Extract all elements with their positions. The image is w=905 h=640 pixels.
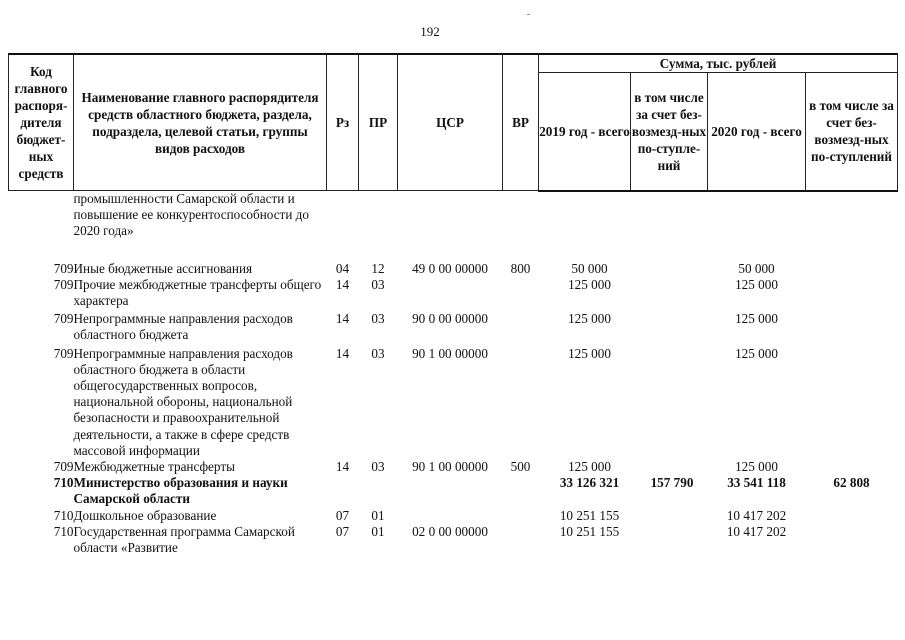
cell-name: Государственная программа Самарской области «Развитие	[73, 523, 295, 555]
cell-2019-gratis	[631, 459, 708, 475]
cell-code: 709	[53, 260, 74, 276]
cell-csr	[398, 277, 503, 309]
cell-2019-gratis: 157 790	[650, 475, 694, 491]
cell-vr	[503, 508, 539, 524]
table-row	[9, 261, 898, 277]
cell-csr: 90 0 00 00000	[412, 311, 488, 327]
cell-pr: 03	[371, 345, 385, 361]
cell-2020-total: 33 541 118	[727, 475, 786, 491]
cell-2020-gratis	[806, 191, 898, 261]
cell-code: 709	[53, 458, 74, 474]
cell-rz: 14	[335, 311, 350, 327]
cell-vr	[503, 344, 539, 459]
cell-csr: 49 0 00 00000	[412, 260, 488, 276]
page-number: 192	[420, 24, 440, 39]
cell-name: Непрограммные направления расходов областного бюджета в области общегосударственных вопросов, национальной обороны, национальной безопасности и правоохранительной деятельности, а также в сфере средств массовой информации	[73, 345, 293, 458]
cell-pr: 12	[371, 260, 385, 276]
cell-name: Министерство образования и науки Самарской области	[73, 475, 288, 507]
header-2020-total: 2020 год - всего	[708, 73, 806, 191]
cell-rz: 04	[335, 260, 350, 276]
table-row	[9, 524, 898, 556]
cell-2020-total: 50 000	[738, 260, 775, 276]
table-row	[9, 459, 898, 475]
cell-csr	[398, 508, 503, 524]
cell-code: 710	[53, 523, 74, 539]
cell-pr: 01	[371, 523, 385, 539]
cell-pr: 01	[371, 507, 385, 523]
budget-table	[8, 53, 898, 556]
cell-2020-gratis	[806, 261, 898, 277]
cell-rz	[327, 475, 359, 507]
cell-rz: 07	[335, 507, 350, 523]
header-2019-total: 2019 год - всего	[539, 73, 631, 191]
cell-name: Дошкольное образование	[73, 507, 217, 523]
cell-2019-total: 10 251 155	[559, 523, 620, 539]
cell-name: Прочие межбюджетные трансферты общего характера	[73, 276, 322, 308]
header-code: Код главного распоря-дителя бюджет-ных средств	[9, 54, 74, 191]
cell-2019-total: 33 126 321	[559, 475, 620, 491]
cell-2019-gratis	[631, 261, 708, 277]
cell-2020-total: 125 000	[735, 276, 778, 292]
table-row	[9, 191, 898, 261]
cell-csr: 02 0 00 00000	[412, 523, 488, 539]
cell-rz	[327, 191, 359, 261]
cell-vr	[503, 277, 539, 309]
header-2019-gratis: в том числе за счет без-возмезд-ных по-ступле-ний	[631, 73, 708, 191]
cell-rz: 07	[335, 523, 350, 539]
cell-2020-total: 10 417 202	[726, 507, 787, 523]
cell-2019-total: 125 000	[568, 311, 611, 327]
cell-2019-total: 125 000	[568, 458, 611, 474]
cell-csr: 90 1 00 00000	[412, 458, 488, 474]
cell-2020-gratis	[806, 309, 898, 343]
cell-code: 709	[53, 311, 74, 327]
cell-rz: 14	[335, 458, 350, 474]
cell-2019-gratis	[631, 309, 708, 343]
cell-2020-gratis	[806, 459, 898, 475]
cell-2019-gratis	[631, 344, 708, 459]
cell-2019-gratis	[631, 508, 708, 524]
header-rz: Рз	[327, 54, 359, 191]
cell-csr	[398, 475, 503, 507]
cell-rz: 14	[335, 276, 350, 292]
cell-2019-total	[539, 191, 631, 261]
header-sum-group: Сумма, тыс. рублей	[539, 54, 898, 73]
cell-2020-gratis	[806, 524, 898, 556]
cell-csr	[398, 191, 503, 261]
cell-code: 709	[53, 345, 74, 361]
cell-name: Непрограммные направления расходов областного бюджета	[73, 311, 293, 343]
cell-code: 710	[53, 475, 74, 491]
cell-2019-total: 10 251 155	[559, 507, 620, 523]
table-row	[9, 475, 898, 507]
cell-pr: 03	[371, 276, 385, 292]
header-name: Наименование главного распорядителя средств областного бюджета, раздела, подраздела, целевой статьи, группы видов расходов	[74, 54, 327, 191]
cell-code: 709	[53, 276, 74, 292]
table-row	[9, 508, 898, 524]
cell-2020-total: 125 000	[735, 311, 778, 327]
header-pr: ПР	[359, 54, 398, 191]
cell-pr	[359, 191, 398, 261]
table-header	[9, 54, 898, 191]
cell-code	[9, 191, 74, 261]
cell-pr: 03	[371, 311, 385, 327]
cell-2020-gratis	[806, 508, 898, 524]
cell-2020-total	[708, 191, 806, 261]
table-row	[9, 344, 898, 459]
cell-2020-total: 125 000	[735, 458, 778, 474]
cell-2020-total: 125 000	[735, 345, 778, 361]
cell-name: промышленности Самарской области и повышение ее конкурентоспособности до 2020 года»	[73, 191, 309, 239]
scan-mark	[527, 14, 530, 15]
cell-rz: 14	[335, 345, 350, 361]
cell-2020-gratis	[806, 344, 898, 459]
table-row	[9, 309, 898, 343]
header-vr: ВР	[503, 54, 539, 191]
cell-vr: 800	[510, 260, 531, 276]
header-2020-gratis: в том числе за счет без-возмезд-ных по-ступлений	[806, 73, 898, 191]
cell-2019-gratis	[631, 524, 708, 556]
cell-pr	[359, 475, 398, 507]
cell-pr: 03	[371, 458, 385, 474]
table-row	[9, 277, 898, 309]
header-csr: ЦСР	[398, 54, 503, 191]
cell-vr: 500	[510, 458, 531, 474]
table-body	[9, 191, 898, 557]
cell-name: Иные бюджетные ассигнования	[73, 260, 253, 276]
cell-2019-gratis	[631, 277, 708, 309]
cell-vr	[503, 524, 539, 556]
cell-2019-total: 50 000	[571, 260, 608, 276]
cell-2020-total: 10 417 202	[726, 523, 787, 539]
cell-2020-gratis	[806, 277, 898, 309]
cell-name: Межбюджетные трансферты	[73, 458, 235, 474]
cell-code: 710	[53, 507, 74, 523]
cell-vr	[503, 191, 539, 261]
cell-2019-gratis	[631, 191, 708, 261]
cell-vr	[503, 475, 539, 507]
cell-vr	[503, 309, 539, 343]
cell-csr: 90 1 00 00000	[412, 345, 488, 361]
cell-2020-gratis: 62 808	[833, 475, 870, 491]
cell-2019-total: 125 000	[568, 345, 611, 361]
cell-2019-total: 125 000	[568, 276, 611, 292]
